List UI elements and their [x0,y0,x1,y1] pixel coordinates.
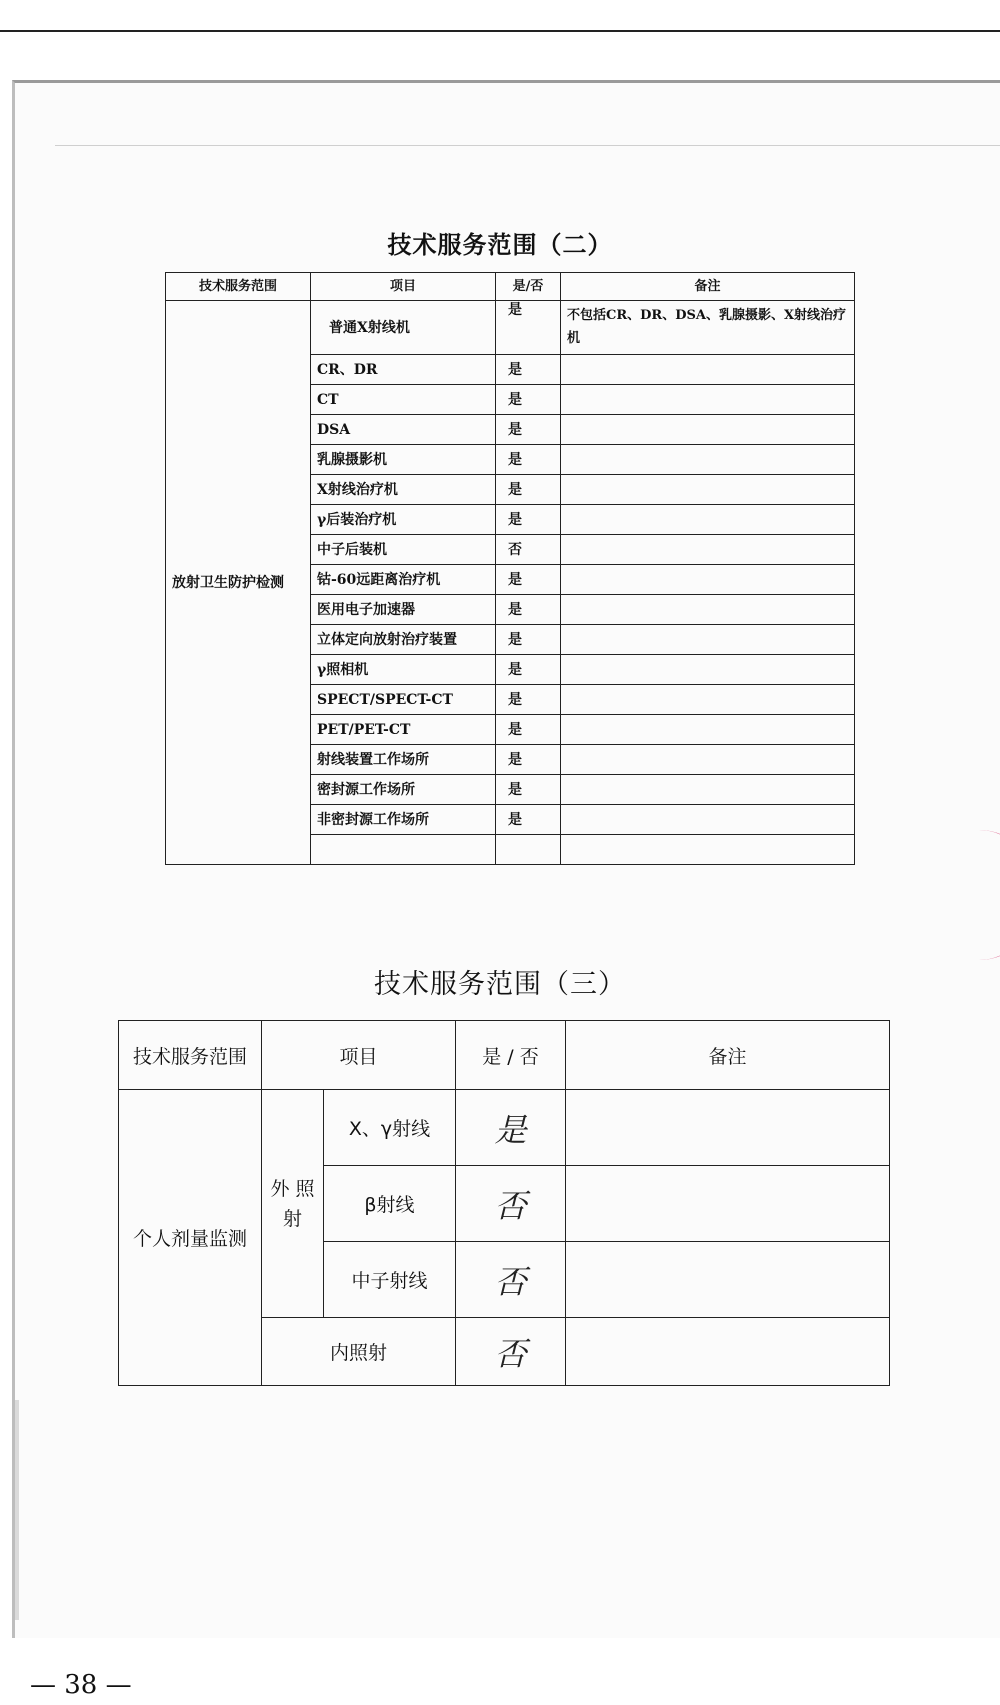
note-cell [561,385,855,415]
yes-no-cell: 是 [496,655,561,685]
note-cell [561,835,855,865]
yes-no-cell: 是 [496,805,561,835]
yes-no-cell: 是 [496,505,561,535]
yes-no-cell: 是 [496,415,561,445]
section3-table [118,1020,890,1386]
red-stamp-edge [955,830,1000,960]
section2-body [166,301,855,865]
table-header-row [166,273,855,301]
category-cell: 放射卫生防护检测 [166,301,311,865]
note-cell [561,535,855,565]
note-cell [561,475,855,505]
item-cell: 立体定向放射治疗装置 [311,625,496,655]
item-cell: PET/PET-CT [311,715,496,745]
yes-no-cell: 否 [456,1318,566,1386]
note-cell [561,655,855,685]
yes-no-cell: 是 [496,625,561,655]
note-cell [561,685,855,715]
yes-no-cell: 是 [496,775,561,805]
header-note: 备注 [566,1021,890,1090]
yes-no-cell: 是 [496,565,561,595]
table-row [119,1090,890,1166]
item-cell: X射线治疗机 [311,475,496,505]
yes-no-cell: 否 [456,1242,566,1318]
item-cell: 内照射 [262,1318,456,1386]
table-row [166,301,855,355]
note-cell [561,355,855,385]
header-item: 项目 [262,1021,456,1090]
note-cell [561,805,855,835]
header-note: 备注 [561,273,855,301]
section2-title: 技术服务范围（二） [387,230,613,259]
yes-no-cell: 是 [496,385,561,415]
header-yes-no: 是 / 否 [456,1021,566,1090]
item-cell: 钴-60远距离治疗机 [311,565,496,595]
section2-table [165,272,855,865]
section3-title: 技术服务范围（三） [374,969,626,1000]
note-cell [566,1166,890,1242]
item-cell: CR、DR [311,355,496,385]
yes-no-cell: 是 [456,1090,566,1166]
item-cell: 中子后装机 [311,535,496,565]
item-cell: CT [311,385,496,415]
yes-no-cell: 是 [496,745,561,775]
item-cell: 中子射线 [324,1242,456,1318]
note-cell [561,745,855,775]
item-cell: 普通X射线机 [311,301,496,355]
note-cell [561,565,855,595]
inner-rule [55,145,1000,146]
note-cell [561,775,855,805]
item-cell: DSA [311,415,496,445]
page-number: — 38 — [30,1670,132,1700]
yes-no-cell: 是 [496,475,561,505]
header-scope: 技术服务范围 [119,1021,262,1090]
yes-no-cell: 否 [496,535,561,565]
note-cell [566,1242,890,1318]
item-cell: 医用电子加速器 [311,595,496,625]
category-cell: 个人剂量监测 [119,1090,262,1386]
external-label: 外 照 射 [262,1090,324,1318]
yes-no-cell: 否 [456,1166,566,1242]
item-cell [311,835,496,865]
note-cell [561,415,855,445]
item-cell: 密封源工作场所 [311,775,496,805]
item-cell: 乳腺摄影机 [311,445,496,475]
yes-no-cell: 是 [496,355,561,385]
note-cell [566,1318,890,1386]
header-item: 项目 [311,273,496,301]
item-cell: X、γ射线 [324,1090,456,1166]
note-cell [561,595,855,625]
item-cell: SPECT/SPECT-CT [311,685,496,715]
yes-no-cell: 是 [496,685,561,715]
item-cell: γ后装治疗机 [311,505,496,535]
header-scope: 技术服务范围 [166,273,311,301]
top-rule [0,30,1000,32]
yes-no-cell [496,835,561,865]
yes-no-cell: 是 [496,595,561,625]
yes-no-cell: 是 [496,715,561,745]
yes-no-cell: 是 [496,301,561,355]
item-cell: β射线 [324,1166,456,1242]
table-header-row [119,1021,890,1090]
scan-fold-shadow [15,1400,19,1620]
note-cell [561,505,855,535]
note-cell [561,625,855,655]
item-cell: γ照相机 [311,655,496,685]
note-cell [566,1090,890,1166]
note-cell [561,715,855,745]
note-cell [561,445,855,475]
yes-no-cell: 是 [496,445,561,475]
item-cell: 射线装置工作场所 [311,745,496,775]
header-yes-no: 是/否 [496,273,561,301]
note-cell: 不包括CR、DR、DSA、乳腺摄影、X射线治疗机 [561,301,855,355]
item-cell: 非密封源工作场所 [311,805,496,835]
